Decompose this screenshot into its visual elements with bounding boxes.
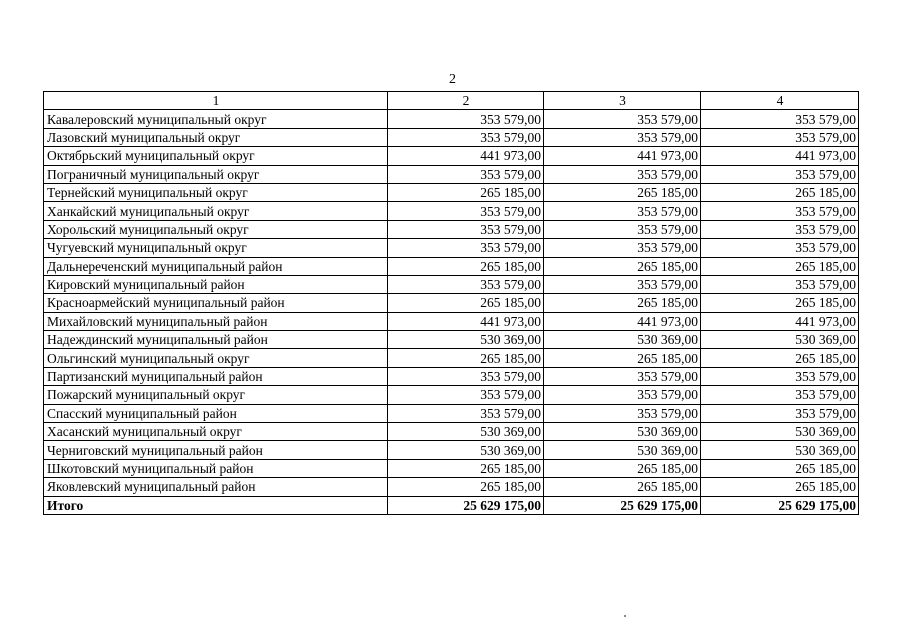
value-col-4: 353 579,00 xyxy=(701,275,859,293)
value-col-2: 353 579,00 xyxy=(388,404,544,422)
value-col-4: 353 579,00 xyxy=(701,128,859,146)
municipality-name: Пограничный муниципальный округ xyxy=(44,165,388,183)
table-row xyxy=(44,239,859,257)
value-col-2: 353 579,00 xyxy=(388,128,544,146)
table-row xyxy=(44,459,859,477)
value-col-3: 353 579,00 xyxy=(544,202,701,220)
value-col-3: 353 579,00 xyxy=(544,275,701,293)
table-row xyxy=(44,367,859,385)
total-row xyxy=(44,496,859,514)
value-col-4: 441 973,00 xyxy=(701,147,859,165)
value-col-4: 265 185,00 xyxy=(701,459,859,477)
value-col-4: 353 579,00 xyxy=(701,165,859,183)
column-header-2: 2 xyxy=(388,92,544,110)
table-row xyxy=(44,404,859,422)
value-col-2: 353 579,00 xyxy=(388,220,544,238)
value-col-3: 353 579,00 xyxy=(544,128,701,146)
value-col-4: 353 579,00 xyxy=(701,367,859,385)
table-row xyxy=(44,478,859,496)
value-col-3: 530 369,00 xyxy=(544,423,701,441)
value-col-3: 530 369,00 xyxy=(544,331,701,349)
municipality-name: Кировский муниципальный район xyxy=(44,275,388,293)
value-col-3: 353 579,00 xyxy=(544,404,701,422)
value-col-3: 441 973,00 xyxy=(544,147,701,165)
value-col-2: 353 579,00 xyxy=(388,239,544,257)
value-col-4: 353 579,00 xyxy=(701,110,859,128)
total-value-col-2: 25 629 175,00 xyxy=(388,496,544,514)
municipality-name: Черниговский муниципальный район xyxy=(44,441,388,459)
value-col-3: 441 973,00 xyxy=(544,312,701,330)
value-col-4: 353 579,00 xyxy=(701,202,859,220)
value-col-2: 441 973,00 xyxy=(388,312,544,330)
municipality-name: Надеждинский муниципальный район xyxy=(44,331,388,349)
municipality-name: Хасанский муниципальный округ xyxy=(44,423,388,441)
value-col-4: 530 369,00 xyxy=(701,331,859,349)
table-row xyxy=(44,441,859,459)
value-col-4: 441 973,00 xyxy=(701,312,859,330)
column-header-3: 3 xyxy=(544,92,701,110)
total-value-col-4: 25 629 175,00 xyxy=(701,496,859,514)
value-col-3: 353 579,00 xyxy=(544,220,701,238)
table-row xyxy=(44,275,859,293)
municipality-name: Пожарский муниципальный округ xyxy=(44,386,388,404)
value-col-2: 353 579,00 xyxy=(388,386,544,404)
value-col-2: 441 973,00 xyxy=(388,147,544,165)
municipality-name: Хорольский муниципальный округ xyxy=(44,220,388,238)
value-col-3: 265 185,00 xyxy=(544,349,701,367)
table-row xyxy=(44,312,859,330)
value-col-3: 353 579,00 xyxy=(544,239,701,257)
value-col-2: 265 185,00 xyxy=(388,294,544,312)
value-col-2: 265 185,00 xyxy=(388,349,544,367)
value-col-4: 530 369,00 xyxy=(701,423,859,441)
value-col-3: 265 185,00 xyxy=(544,459,701,477)
page-number: 2 xyxy=(449,72,456,87)
municipality-name: Тернейский муниципальный округ xyxy=(44,183,388,201)
value-col-4: 265 185,00 xyxy=(701,349,859,367)
total-label: Итого xyxy=(44,496,388,514)
value-col-3: 265 185,00 xyxy=(544,478,701,496)
value-col-2: 265 185,00 xyxy=(388,459,544,477)
municipality-name: Дальнереченский муниципальный район xyxy=(44,257,388,275)
column-header-4: 4 xyxy=(701,92,859,110)
header-row xyxy=(44,92,859,110)
table-row xyxy=(44,183,859,201)
table-row xyxy=(44,294,859,312)
municipality-name: Лазовский муниципальный округ xyxy=(44,128,388,146)
value-col-4: 353 579,00 xyxy=(701,220,859,238)
value-col-2: 530 369,00 xyxy=(388,441,544,459)
value-col-3: 353 579,00 xyxy=(544,165,701,183)
value-col-2: 530 369,00 xyxy=(388,423,544,441)
municipality-name: Михайловский муниципальный район xyxy=(44,312,388,330)
total-value-col-3: 25 629 175,00 xyxy=(544,496,701,514)
table-body xyxy=(44,110,859,515)
municipality-name: Партизанский муниципальный район xyxy=(44,367,388,385)
municipality-name: Чугуевский муниципальный округ xyxy=(44,239,388,257)
table-row xyxy=(44,386,859,404)
value-col-4: 265 185,00 xyxy=(701,183,859,201)
table-row xyxy=(44,220,859,238)
value-col-4: 353 579,00 xyxy=(701,386,859,404)
value-col-2: 353 579,00 xyxy=(388,165,544,183)
value-col-3: 353 579,00 xyxy=(544,110,701,128)
value-col-2: 353 579,00 xyxy=(388,367,544,385)
municipality-name: Спасский муниципальный район xyxy=(44,404,388,422)
table-row xyxy=(44,257,859,275)
table-row xyxy=(44,110,859,128)
table-row xyxy=(44,128,859,146)
municipality-name: Яковлевский муниципальный район xyxy=(44,478,388,496)
value-col-2: 265 185,00 xyxy=(388,257,544,275)
value-col-4: 353 579,00 xyxy=(701,404,859,422)
value-col-2: 530 369,00 xyxy=(388,331,544,349)
value-col-4: 265 185,00 xyxy=(701,294,859,312)
value-col-2: 265 185,00 xyxy=(388,183,544,201)
table-row xyxy=(44,202,859,220)
municipality-name: Октябрьский муниципальный округ xyxy=(44,147,388,165)
allocation-table xyxy=(43,91,859,515)
table-row xyxy=(44,331,859,349)
value-col-4: 353 579,00 xyxy=(701,239,859,257)
value-col-2: 353 579,00 xyxy=(388,202,544,220)
value-col-3: 265 185,00 xyxy=(544,183,701,201)
municipality-name: Ольгинский муниципальный округ xyxy=(44,349,388,367)
table-row xyxy=(44,165,859,183)
municipality-name: Красноармейский муниципальный район xyxy=(44,294,388,312)
value-col-4: 265 185,00 xyxy=(701,478,859,496)
value-col-2: 353 579,00 xyxy=(388,275,544,293)
value-col-3: 265 185,00 xyxy=(544,257,701,275)
value-col-2: 353 579,00 xyxy=(388,110,544,128)
column-header-1: 1 xyxy=(44,92,388,110)
scan-dot xyxy=(624,615,626,617)
value-col-2: 265 185,00 xyxy=(388,478,544,496)
value-col-3: 530 369,00 xyxy=(544,441,701,459)
value-col-3: 353 579,00 xyxy=(544,367,701,385)
value-col-4: 265 185,00 xyxy=(701,257,859,275)
value-col-4: 530 369,00 xyxy=(701,441,859,459)
municipality-name: Ханкайский муниципальный округ xyxy=(44,202,388,220)
table-row xyxy=(44,423,859,441)
table-row xyxy=(44,147,859,165)
value-col-3: 353 579,00 xyxy=(544,386,701,404)
municipality-name: Шкотовский муниципальный район xyxy=(44,459,388,477)
municipality-name: Кавалеровский муниципальный округ xyxy=(44,110,388,128)
value-col-3: 265 185,00 xyxy=(544,294,701,312)
table-row xyxy=(44,349,859,367)
